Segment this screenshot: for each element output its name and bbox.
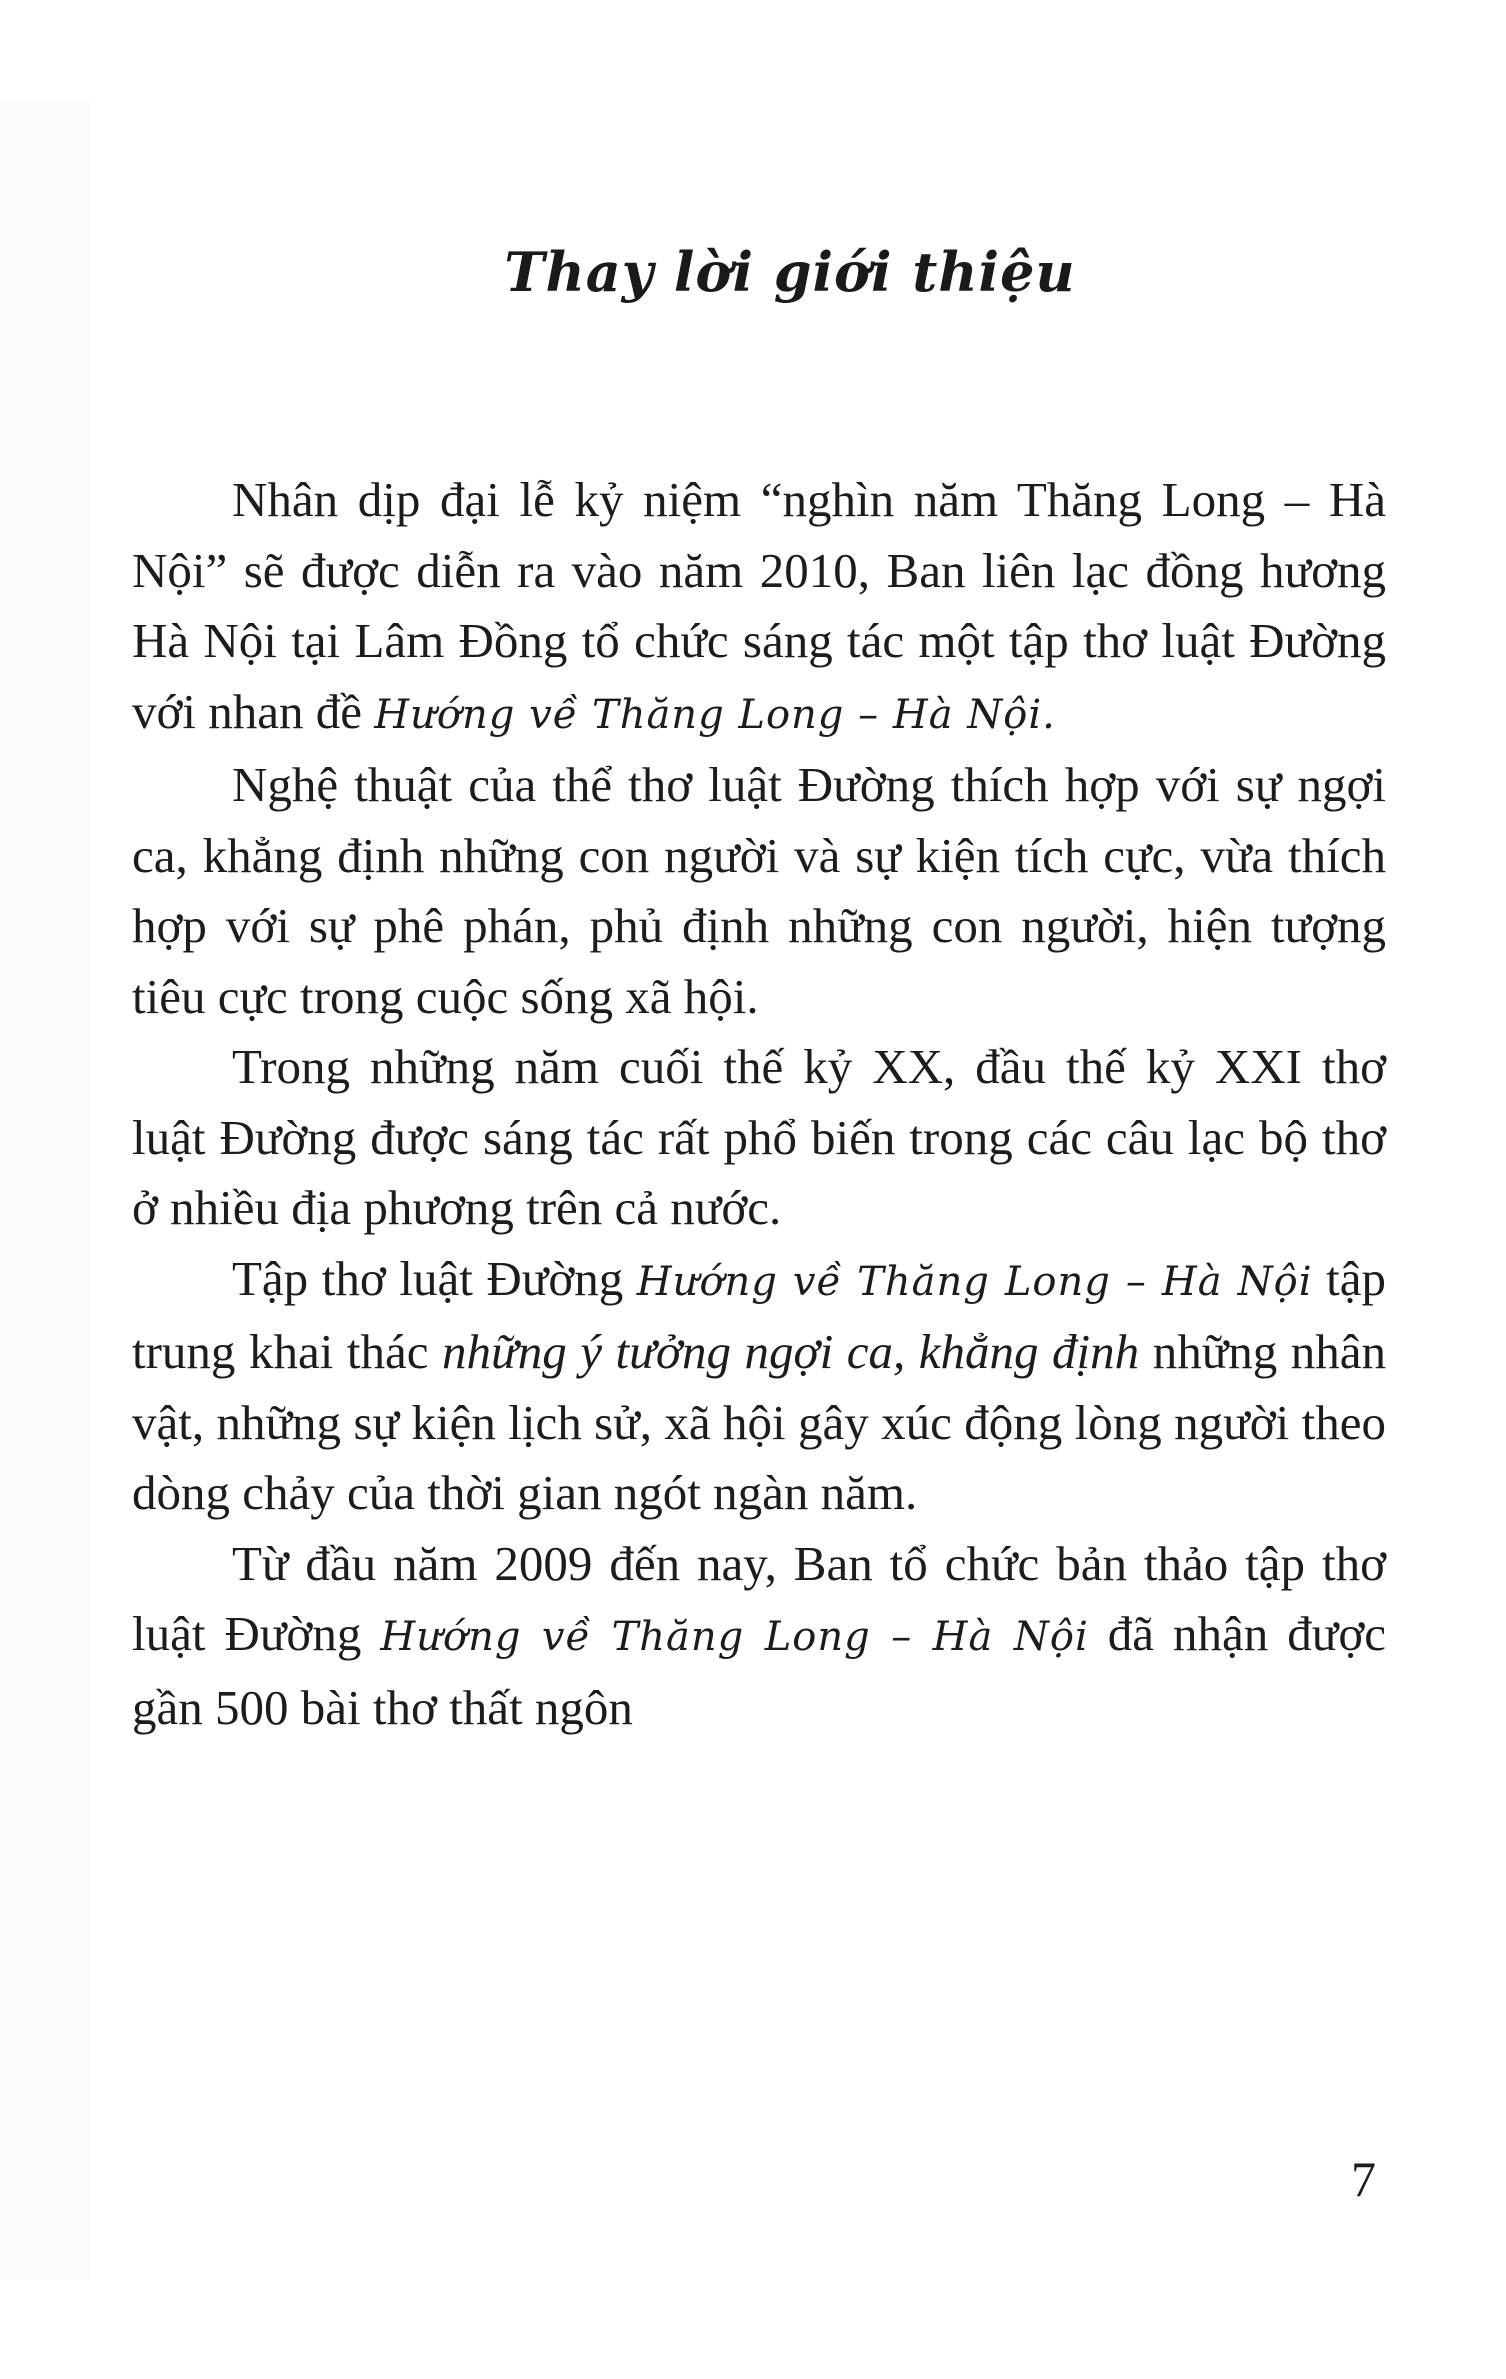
- paragraph-1: [132, 465, 1386, 750]
- paragraph-5-text-2: đã nhận được gần 500 bài thơ thất ngôn: [132, 1606, 1386, 1735]
- paragraph-5: [132, 1529, 1386, 1744]
- book-title: Hướng về Thăng Long – Hà Nội: [380, 1614, 1089, 1660]
- page-title: Thay lời giới thiệu: [504, 240, 1076, 304]
- paragraph-4: [132, 1244, 1386, 1529]
- paragraph-4-text-3: những nhân vật, những sự kiện lịch sử, xã hội gây xúc động lòng người theo dòng chảy của thời gian ngót ngàn năm.: [132, 1324, 1387, 1520]
- paragraph-2: Nghệ thuật của thể thơ luật Đường thích hợp với sự ngợi ca, khẳng định những con người và sự kiện tích cực, vừa thích hợp với sự phê phán, phủ định những con người, hiện tượng tiêu cực trong cuộc sống xã hội.: [132, 757, 1386, 1024]
- paragraph-1-text: Nhân dịp đại lễ kỷ niệm “nghìn năm Thăng Long – Hà Nội” sẽ được diễn ra vào năm 2010, Ban liên lạc đồng hương Hà Nội tại Lâm Đồng tổ chức sáng tác một tập thơ luật Đường với nhan đề: [132, 472, 1386, 739]
- paragraph-4-text: Tập thơ luật Đường: [232, 1250, 637, 1306]
- book-title: Hướng về Thăng Long – Hà Nội: [636, 1258, 1313, 1305]
- paragraph-4-text-2: tập trung khai thác: [132, 1250, 1386, 1379]
- page-shadow: [0, 100, 90, 2280]
- emphasis-text: những ý tưởng ngợi ca, khẳng định: [441, 1324, 1140, 1379]
- body-text: [132, 465, 1386, 1743]
- paragraph-5-text: Từ đầu năm 2009 đến nay, Ban tổ chức bản thảo tập thơ luật Đường: [132, 1535, 1386, 1661]
- page-number: 7: [1351, 2151, 1376, 2207]
- book-page: [90, 100, 1490, 2280]
- book-title: Hướng về Thăng Long – Hà Nội.: [374, 691, 1056, 738]
- paragraph-3: Trong những năm cuối thế kỷ XX, đầu thế kỷ XXI thơ luật Đường được sáng tác rất phổ biến trong các câu lạc bộ thơ ở nhiều địa phương trên cả nước.: [132, 1039, 1386, 1235]
